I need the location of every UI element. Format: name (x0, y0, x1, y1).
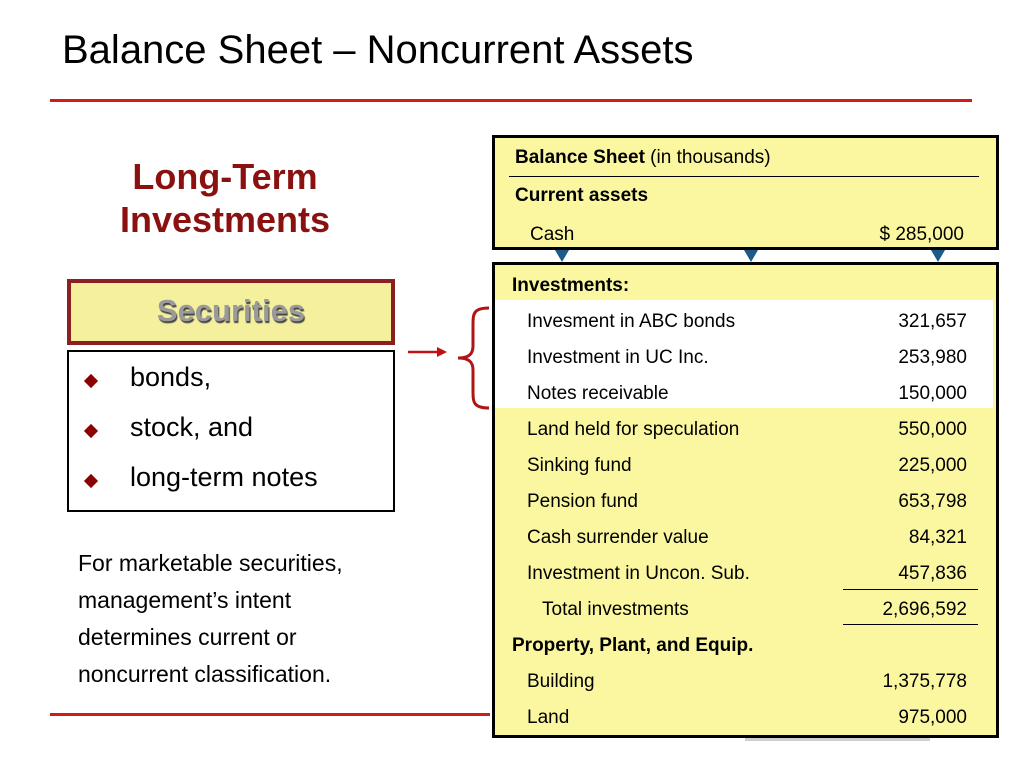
row-label: Cash (530, 224, 575, 245)
footer-divider (50, 713, 490, 716)
list-item (69, 458, 393, 508)
row-label: Total investments (542, 599, 689, 620)
section-heading-line1: Long-Term (132, 156, 318, 197)
diamond-bullet-icon (84, 424, 98, 438)
row-value: 253,980 (898, 347, 967, 368)
table-row (492, 340, 999, 376)
row-label: Invesment in ABC bonds (527, 311, 736, 332)
subtotal-rule (843, 589, 978, 590)
table-row (495, 178, 996, 214)
row-value: 457,836 (898, 563, 967, 584)
header-underline (509, 176, 979, 177)
row-value: 321,657 (898, 311, 967, 332)
note-line: noncurrent classification. (78, 661, 332, 687)
note-line: management’s intent (78, 587, 292, 613)
row-label: Notes receivable (527, 383, 669, 404)
balance-sheet-header-table (492, 135, 999, 250)
row-value: $ 285,000 (879, 224, 964, 245)
row-value: 653,798 (898, 491, 967, 512)
investments-table-content (492, 262, 999, 738)
note-line: determines current or (78, 624, 297, 650)
row-value: 550,000 (898, 419, 967, 440)
table-row (492, 628, 999, 664)
note-line: For marketable securities, (78, 550, 343, 576)
row-label: Investment in Uncon. Sub. (527, 563, 750, 584)
row-label: Sinking fund (527, 455, 632, 476)
row-label: Land held for speculation (527, 419, 740, 440)
row-value: 225,000 (898, 455, 967, 476)
row-label: Cash surrender value (527, 527, 709, 548)
row-label: Pension fund (527, 491, 638, 512)
table-row (492, 412, 999, 448)
row-label: Building (527, 671, 595, 692)
row-value: 150,000 (898, 383, 967, 404)
total-rule (843, 624, 978, 625)
table-row (492, 664, 999, 700)
section-heading (70, 155, 380, 241)
list-item-text: stock, and (130, 412, 254, 442)
list-item (69, 358, 393, 408)
list-item-text: bonds, (130, 362, 212, 392)
section-heading-line2: Investments (119, 199, 331, 240)
securities-list (67, 350, 395, 512)
securities-label: Securities (156, 293, 306, 328)
section-label: Investments: (512, 275, 630, 296)
down-marker-icon (744, 250, 758, 262)
title-divider (50, 99, 972, 102)
table-shadow (745, 738, 930, 741)
diamond-bullet-icon (84, 374, 98, 388)
section-label: Property, Plant, and Equip. (512, 635, 754, 656)
table-row (492, 268, 999, 304)
table-header: Balance Sheet (in thousands) (515, 147, 771, 168)
table-row-total (492, 592, 999, 628)
slide-title: Balance Sheet – Noncurrent Assets (62, 28, 694, 72)
row-value: 975,000 (898, 707, 967, 728)
classification-note (78, 545, 418, 693)
table-row (492, 376, 999, 412)
row-label: Investment in UC Inc. (527, 347, 709, 368)
row-label: Land (527, 707, 570, 728)
curly-brace-icon (455, 306, 491, 410)
diamond-bullet-icon (84, 474, 98, 488)
down-marker-icon (931, 250, 945, 262)
down-marker-icon (555, 250, 569, 262)
list-item-text: long-term notes (130, 462, 318, 492)
securities-box (67, 279, 395, 345)
table-header-row (495, 140, 996, 176)
list-item (69, 408, 393, 458)
table-row (492, 448, 999, 484)
table-row (492, 304, 999, 340)
section-label: Current assets (515, 185, 649, 206)
row-value: 2,696,592 (882, 599, 967, 620)
arrow-right-icon (408, 345, 448, 359)
table-row (492, 520, 999, 556)
table-row (492, 556, 999, 592)
table-row (492, 484, 999, 520)
row-value: 1,375,778 (882, 671, 967, 692)
table-row (495, 217, 996, 253)
row-value: 84,321 (908, 527, 967, 548)
table-row (492, 700, 999, 736)
